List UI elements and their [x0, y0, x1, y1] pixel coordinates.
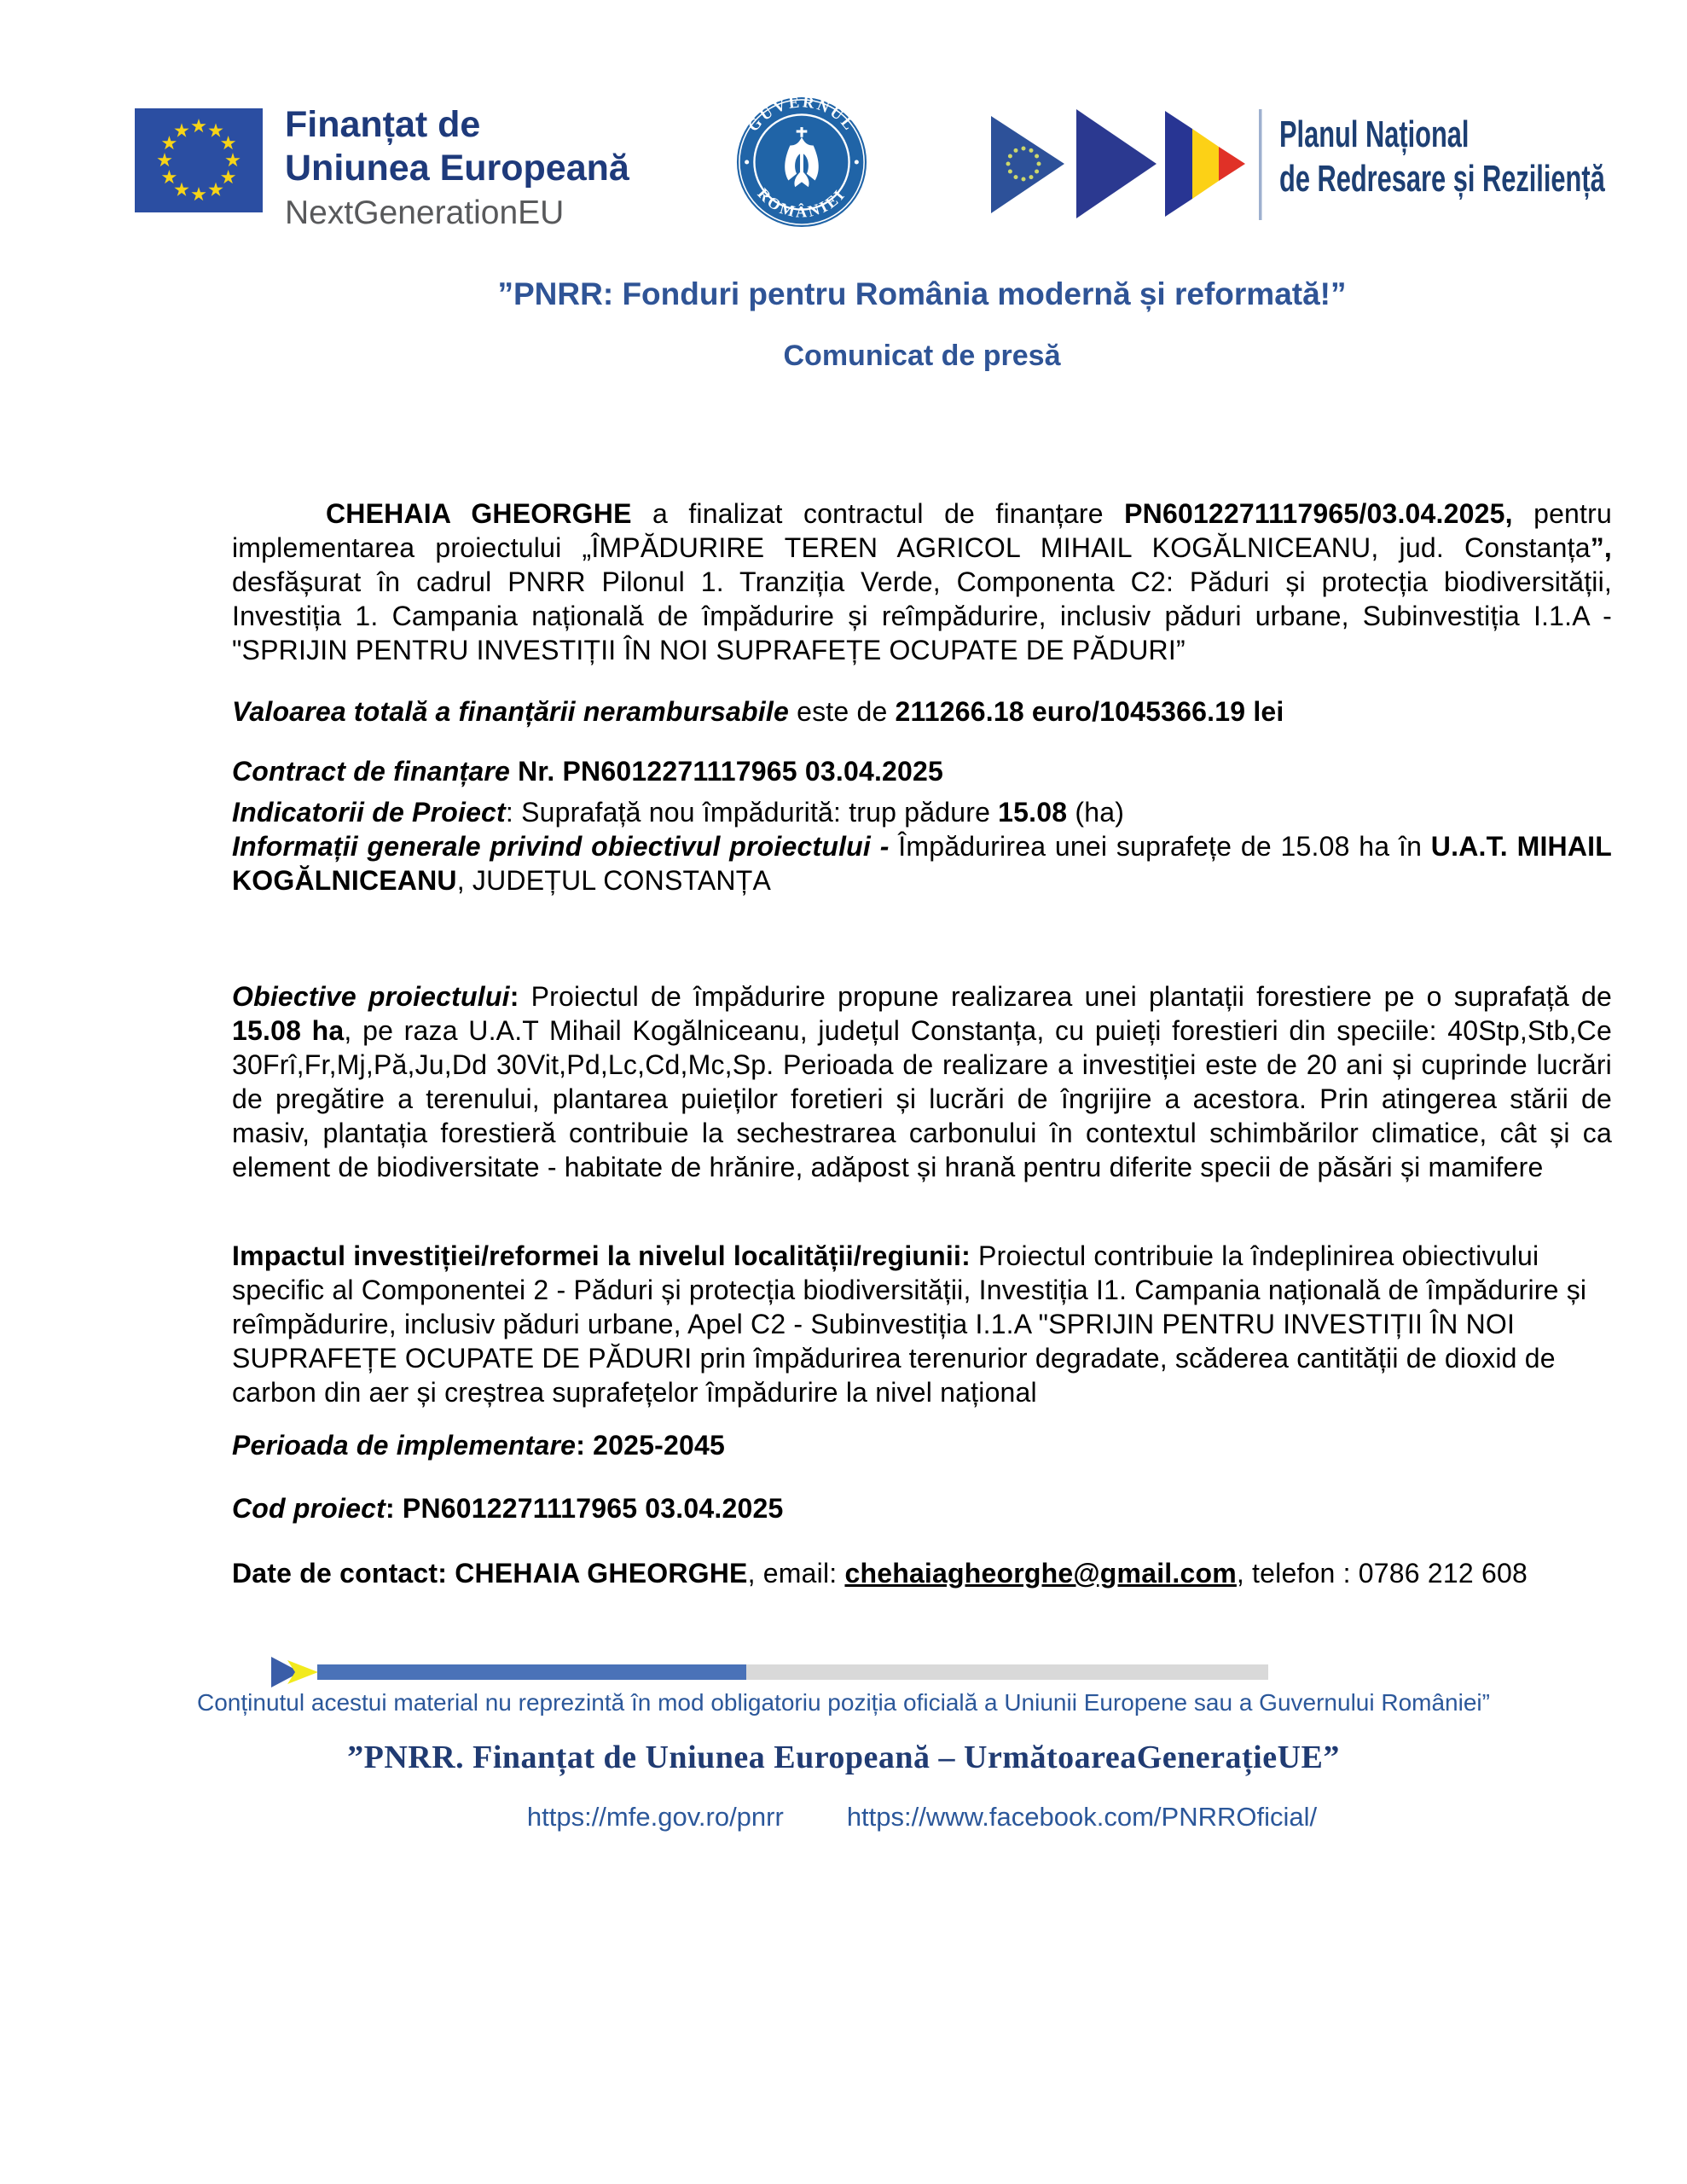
pnrr-slogan-line: ”PNRR. Finanțat de Uniunea Europeană – UrmătoareaGenerațieUE”	[347, 1740, 1340, 1775]
footer-divider-bar	[269, 1653, 1275, 1691]
page-subtitle: Comunicat de presă	[783, 340, 1061, 372]
objectives-paragraph: Obiective proiectului: Proiectul de împădurire propune realizarea unei plantații forestiere pe o suprafață de 15.08 ha, pe raza U.A.T Mihail Kogălniceanu, județul Constanța, cu puieți forestieri din speciile: 40Stp,Stb,Ce 30Frî,Fr,Mj,Pă,Ju,Dd 30Vit,Pd,Lc,Cd,Mc,Sp. Perioada de realizare a investiției este de 20 ani și cuprinde lucrări de pregătire a terenului, plantarea puieților foretieri și lucrări de îngrijire a acestora. Prin atingerea stării de masiv, plantația forestieră contribuie la sechestrarea carbonului în contextul schimbărilor climatice, cât și ca element de biodiversitate - habitate de hrănire, adăpost și hrană pentru diferite specii de păsări și mamifere	[232, 981, 1612, 1182]
implementation-period-line: Perioada de implementare: 2025-2045	[232, 1430, 725, 1461]
page-title: ”PNRR: Fonduri pentru România modernă și reformată!”	[497, 276, 1347, 311]
contract-line: Contract de finanțare Nr. PN6012271117965 03.04.2025	[232, 756, 944, 787]
pnrr-logo	[989, 107, 1687, 222]
facebook-link[interactable]: https://www.facebook.com/PNRROficial/	[846, 1802, 1318, 1832]
project-code-line: Cod proiect: PN6012271117965 03.04.2025	[232, 1493, 784, 1524]
pnrr-arrows-icon	[989, 107, 1267, 222]
footer-links	[232, 1802, 1612, 1833]
seal-top-text: GUVERNUL	[744, 96, 860, 136]
eu-logo-line2: Uniunea Europeană	[285, 148, 629, 189]
intro-paragraph: CHEHAIA GHEORGHE a finalizat contractul de finanțare PN6012271117965/03.04.2025, pentru implementarea proiectului „ÎMPĂDURIRE TEREN AGRICOL MIHAIL KOGĂLNICEANU, jud. Constanța”, desfășurat în cadrul PNRR Pilonul 1. Tranziția Verde, Componenta C2: Păduri și protecția biodiversității, Investiția 1. Campania națională de împădurire și reîmpădurire, inclusiv păduri urbane, Subinvestiția I.1.A - "SPRIJIN PENTRU INVESTIȚII ÎN NOI SUPRAFEȚE OCUPATE DE PĂDURI”	[232, 498, 1613, 665]
eu-logo-line3: NextGenerationEU	[285, 195, 565, 231]
funding-value-line: Valoarea totală a finanțării nerambursabile este de 211266.18 euro/1045366.19 lei	[232, 696, 1284, 727]
contact-line: Date de contact: CHEHAIA GHEORGHE, email: chehaiagheorghe@gmail.com, telefon : 0786 212 608	[232, 1558, 1528, 1589]
disclaimer-text: Conținutul acestui material nu reprezintă în mod obligatoriu poziția oficială a Uniunii Europene sau a Guvernului României”	[197, 1689, 1490, 1716]
indicators-line: Indicatorii de Proiect: Suprafață nou împădurită: trup pădure 15.08 (ha)	[232, 797, 1125, 828]
pnrr-logo-line1: Planul Național	[1279, 113, 1470, 155]
eu-logo-line1: Finanțat de	[285, 104, 481, 145]
eu-flag-icon	[135, 108, 263, 212]
mfe-link[interactable]: https://mfe.gov.ro/pnrr	[526, 1802, 784, 1832]
indicators-block	[232, 795, 1612, 897]
general-info-line: Informații generale privind obiectivul proiectului - Împădurirea unei suprafețe de 15.08 ha în U.A.T. MIHAIL KOGĂLNICEANU, JUDEȚUL CONSTANȚA	[232, 831, 1612, 896]
government-seal-icon	[735, 96, 868, 229]
impact-paragraph: Impactul investiției/reformei la nivelul localității/regiunii: Proiectul contribuie la îndeplinirea obiectivului specific al Componentei 2 - Păduri și protecția biodiversității, Investiția I1. Campania națională de împădurire și reîmpădurire, inclusiv păduri urbane, Apel C2 - Subinvestiția I.1.A "SPRIJIN PENTRU INVESTIȚII ÎN NOI SUPRAFEȚE OCUPATE DE PĂDURI prin împădurirea terenurior degradate, scăderea cantității de dioxid de carbon din aer și creștrea suprafețelor împădurire la nivel național	[232, 1240, 1587, 1408]
eu-funding-logo	[135, 104, 629, 236]
pnrr-logo-line2: de Redresare și Reziliență	[1279, 158, 1605, 200]
seal-bottom-text: ROMÂNIEI	[753, 184, 850, 222]
